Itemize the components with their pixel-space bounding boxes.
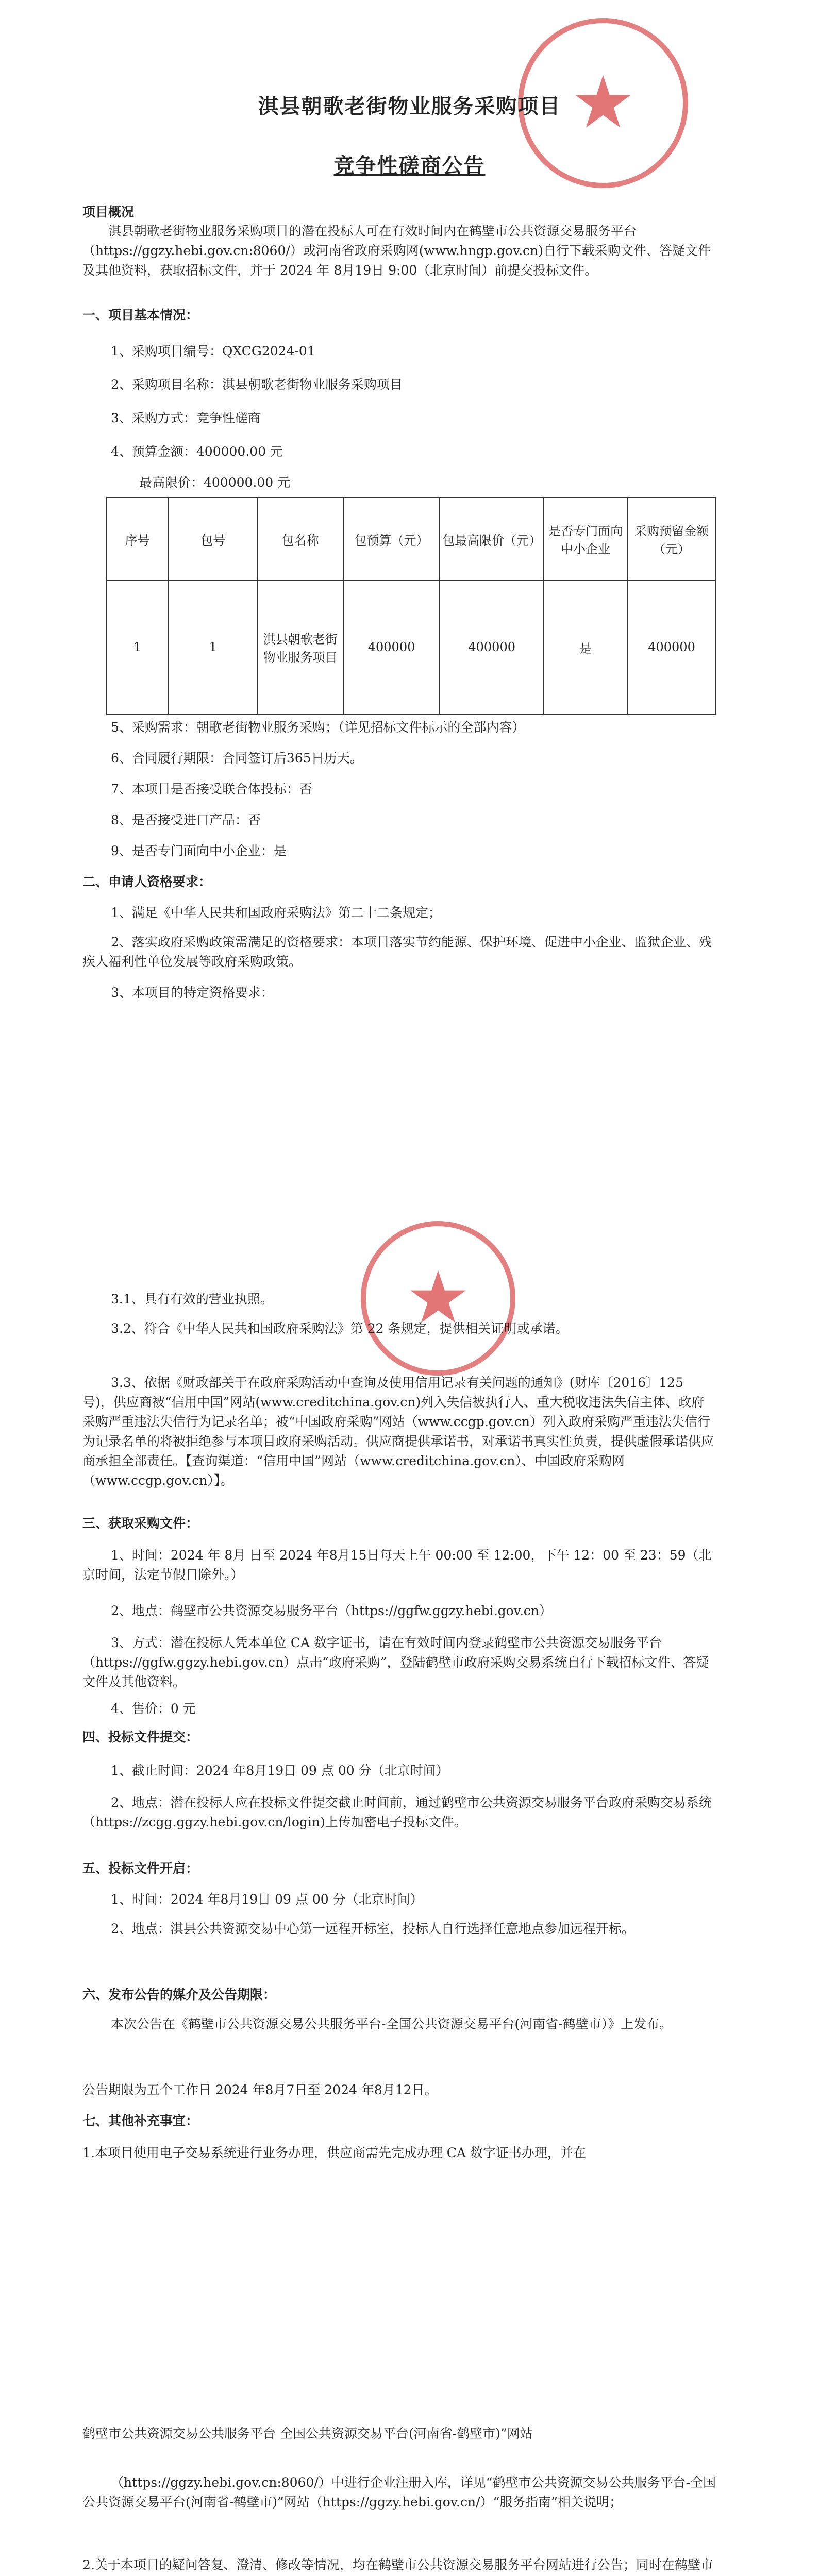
obtain-time: 1、时间：2024 年 8月 日至 2024 年8月15日每天上午 00:00 至 12:00，下午 12：00 至 23：59（北京时间，法定节假日除外。） xyxy=(82,1548,712,1582)
sme-only: 9、是否专门面向中小企业：是 xyxy=(111,843,287,858)
open-place: 2、地点：淇县公共资源交易中心第一远程开标室，投标人自行选择任意地点参加远程开标。 xyxy=(111,1921,634,1936)
procurement-method: 3、采购方式：竞争性磋商 xyxy=(111,411,261,426)
contract-period: 6、合同履行期限：合同签订后365日历天。 xyxy=(111,751,363,766)
cell-max-price: 400000 xyxy=(440,580,544,714)
qualification-3: 3、本项目的特定资格要求： xyxy=(111,985,274,1000)
budget-amount: 4、预算金额：400000.00 元 xyxy=(111,444,283,459)
obtain-price: 4、售价：0 元 xyxy=(111,1701,196,1716)
project-name: 2、采购项目名称：淇县朝歌老街物业服务采购项目 xyxy=(111,377,403,392)
publish-period: 公告期限为五个工作日 2024 年8月7日至 2024 年8月12日。 xyxy=(82,2082,438,2097)
page-title: 淇县朝歌老街物业服务采购项目 xyxy=(258,94,561,118)
publish-media: 本次公告在《鹤壁市公共资源交易公共服务平台-全国公共资源交易平台(河南省-鹤壁市）》上发布。 xyxy=(111,2016,673,2031)
submit-place: 2、地点：潜在投标人应在投标文件提交截止时间前，通过鹤壁市公共资源交易服务平台政府采购交易系统（https://zcgg.ggzy.hebi.gov.cn/login)上传加密电子投标文件。 xyxy=(82,1795,712,1829)
overview-heading: 项目概况 xyxy=(82,205,135,219)
col-reserved: 采购预留金额（元） xyxy=(627,498,716,580)
qualification-3-3: 3.3、依据《财政部关于在政府采购活动中查询及使用信用记录有关问题的通知》(财库〔2016〕125 号)，供应商被“信用中国”网站(www.creditchina.gov.cn)列入失信被执行人、重大税收违法失信主体、政府采购严重违法失信行为记录名单；被“中国政府采购”网站（www.ccgp.gov.cn）列入政府采购严重违法失信行为记录名单的将被拒绝参与本项目政府采购活动。供应商提供承诺书，对承诺书真实性负责，提供虚假承诺供应商承担全部责任。【查询渠道：“信用中国”网站（www.creditchina.gov.cn）、中国政府采购网（www.ccgp.gov.cn）】。 xyxy=(82,1375,714,1488)
cell-sme: 是 xyxy=(544,580,627,714)
table-header-row xyxy=(106,498,716,580)
supplement-1b: 鹤壁市公共资源交易公共服务平台 全国公共资源交易平台(河南省-鹤壁市)”网站 xyxy=(82,2426,533,2441)
section2-heading: 二、申请人资格要求： xyxy=(82,874,212,889)
budget-table xyxy=(106,497,716,715)
section3-heading: 三、获取采购文件： xyxy=(82,1516,199,1531)
submit-deadline: 1、截止时间：2024 年8月19日 09 点 00 分（北京时间） xyxy=(111,1763,449,1778)
cell-package-budget: 400000 xyxy=(343,580,440,714)
qualification-2: 2、落实政府采购政策需满足的资格要求：本项目落实节约能源、保护环境、促进中小企业、监狱企业、残疾人福利性单位发展等政府采购政策。 xyxy=(82,935,712,969)
col-sme: 是否专门面向中小企业 xyxy=(544,498,627,580)
supplement-1: 1.本项目使用电子交易系统进行业务办理，供应商需先完成办理 CA 数字证书办理，并在 xyxy=(82,2145,586,2160)
cell-package-no: 1 xyxy=(169,580,257,714)
qualification-3-1: 3.1、具有有效的营业执照。 xyxy=(111,1292,273,1307)
col-max-price: 包最高限价（元） xyxy=(440,498,544,580)
official-seal-top: ★ xyxy=(518,18,688,188)
section1-heading: 一、项目基本情况： xyxy=(82,308,199,323)
section4-heading: 四、投标文件提交： xyxy=(82,1730,199,1744)
obtain-method: 3、方式：潜在投标人凭本单位 CA 数字证书，请在有效时间内登录鹤壁市公共资源交易服务平台（https://ggfw.ggzy.hebi.gov.cn）点击“政府采购”，登陆鹤壁市政府采购交易系统自行下载招标文件、答疑文件及其他资料。 xyxy=(82,1635,709,1689)
project-number: 1、采购项目编号：QXCG2024-01 xyxy=(111,344,315,359)
qualification-3-2: 3.2、符合《中华人民共和国政府采购法》第 22 条规定，提供相关证明或承诺。 xyxy=(111,1321,569,1336)
open-time: 1、时间：2024 年8月19日 09 点 00 分（北京时间） xyxy=(111,1892,423,1907)
col-package-name: 包名称 xyxy=(257,498,343,580)
page-subtitle: 竞争性磋商公告 xyxy=(333,154,486,178)
procurement-requirement: 5、采购需求：朝歌老街物业服务采购；（详见招标文件标示的全部内容） xyxy=(111,720,525,735)
col-seq: 序号 xyxy=(106,498,169,580)
supplement-1c: （https://ggzy.hebi.gov.cn:8060/）中进行企业注册入库，详见“鹤壁市公共资源交易公共服务平台-全国公共资源交易平台(河南省-鹤壁市)”网站（https://ggzy.hebi.gov.cn/）“服务指南”相关说明； xyxy=(82,2475,716,2510)
section7-heading: 七、其他补充事宜： xyxy=(82,2113,199,2128)
col-package-budget: 包预算（元） xyxy=(343,498,440,580)
cell-seq: 1 xyxy=(106,580,169,714)
consortium-allowed: 7、本项目是否接受联合体投标：否 xyxy=(111,782,312,796)
supplement-2: 2.关于本项目的疑问答复、澄清、修改等情况，均在鹤壁市公共资源交易服务平台网站进行公告；同时在鹤壁市 xyxy=(82,2557,713,2572)
qualification-1: 1、满足《中华人民共和国政府采购法》第二十二条规定； xyxy=(111,905,441,920)
obtain-place: 2、地点：鹤壁市公共资源交易服务平台（https://ggfw.ggzy.hebi.gov.cn） xyxy=(111,1603,552,1618)
col-package-no: 包号 xyxy=(169,498,257,580)
official-seal-middle: ★ xyxy=(361,1221,515,1376)
cell-reserved: 400000 xyxy=(627,580,716,714)
overview-text: 淇县朝歌老街物业服务采购项目的潜在投标人可在有效时间内在鹤壁市公共资源交易服务平台（https://ggzy.hebi.gov.cn:8060/）或河南省政府采购网(www.hngp.gov.cn)自行下载采购文件、答疑文件及其他资料，获取招标文件，并于 2024 年 8月19日 9:00（北京时间）前提交投标文件。 xyxy=(82,224,711,278)
table-row xyxy=(106,580,716,714)
cell-package-name: 淇县朝歌老街物业服务项目 xyxy=(257,580,343,714)
max-price: 最高限价：400000.00 元 xyxy=(139,475,291,490)
imports-allowed: 8、是否接受进口产品：否 xyxy=(111,812,261,827)
section5-heading: 五、投标文件开启： xyxy=(82,1861,199,1876)
section6-heading: 六、发布公告的媒介及公告期限： xyxy=(82,1987,276,2002)
